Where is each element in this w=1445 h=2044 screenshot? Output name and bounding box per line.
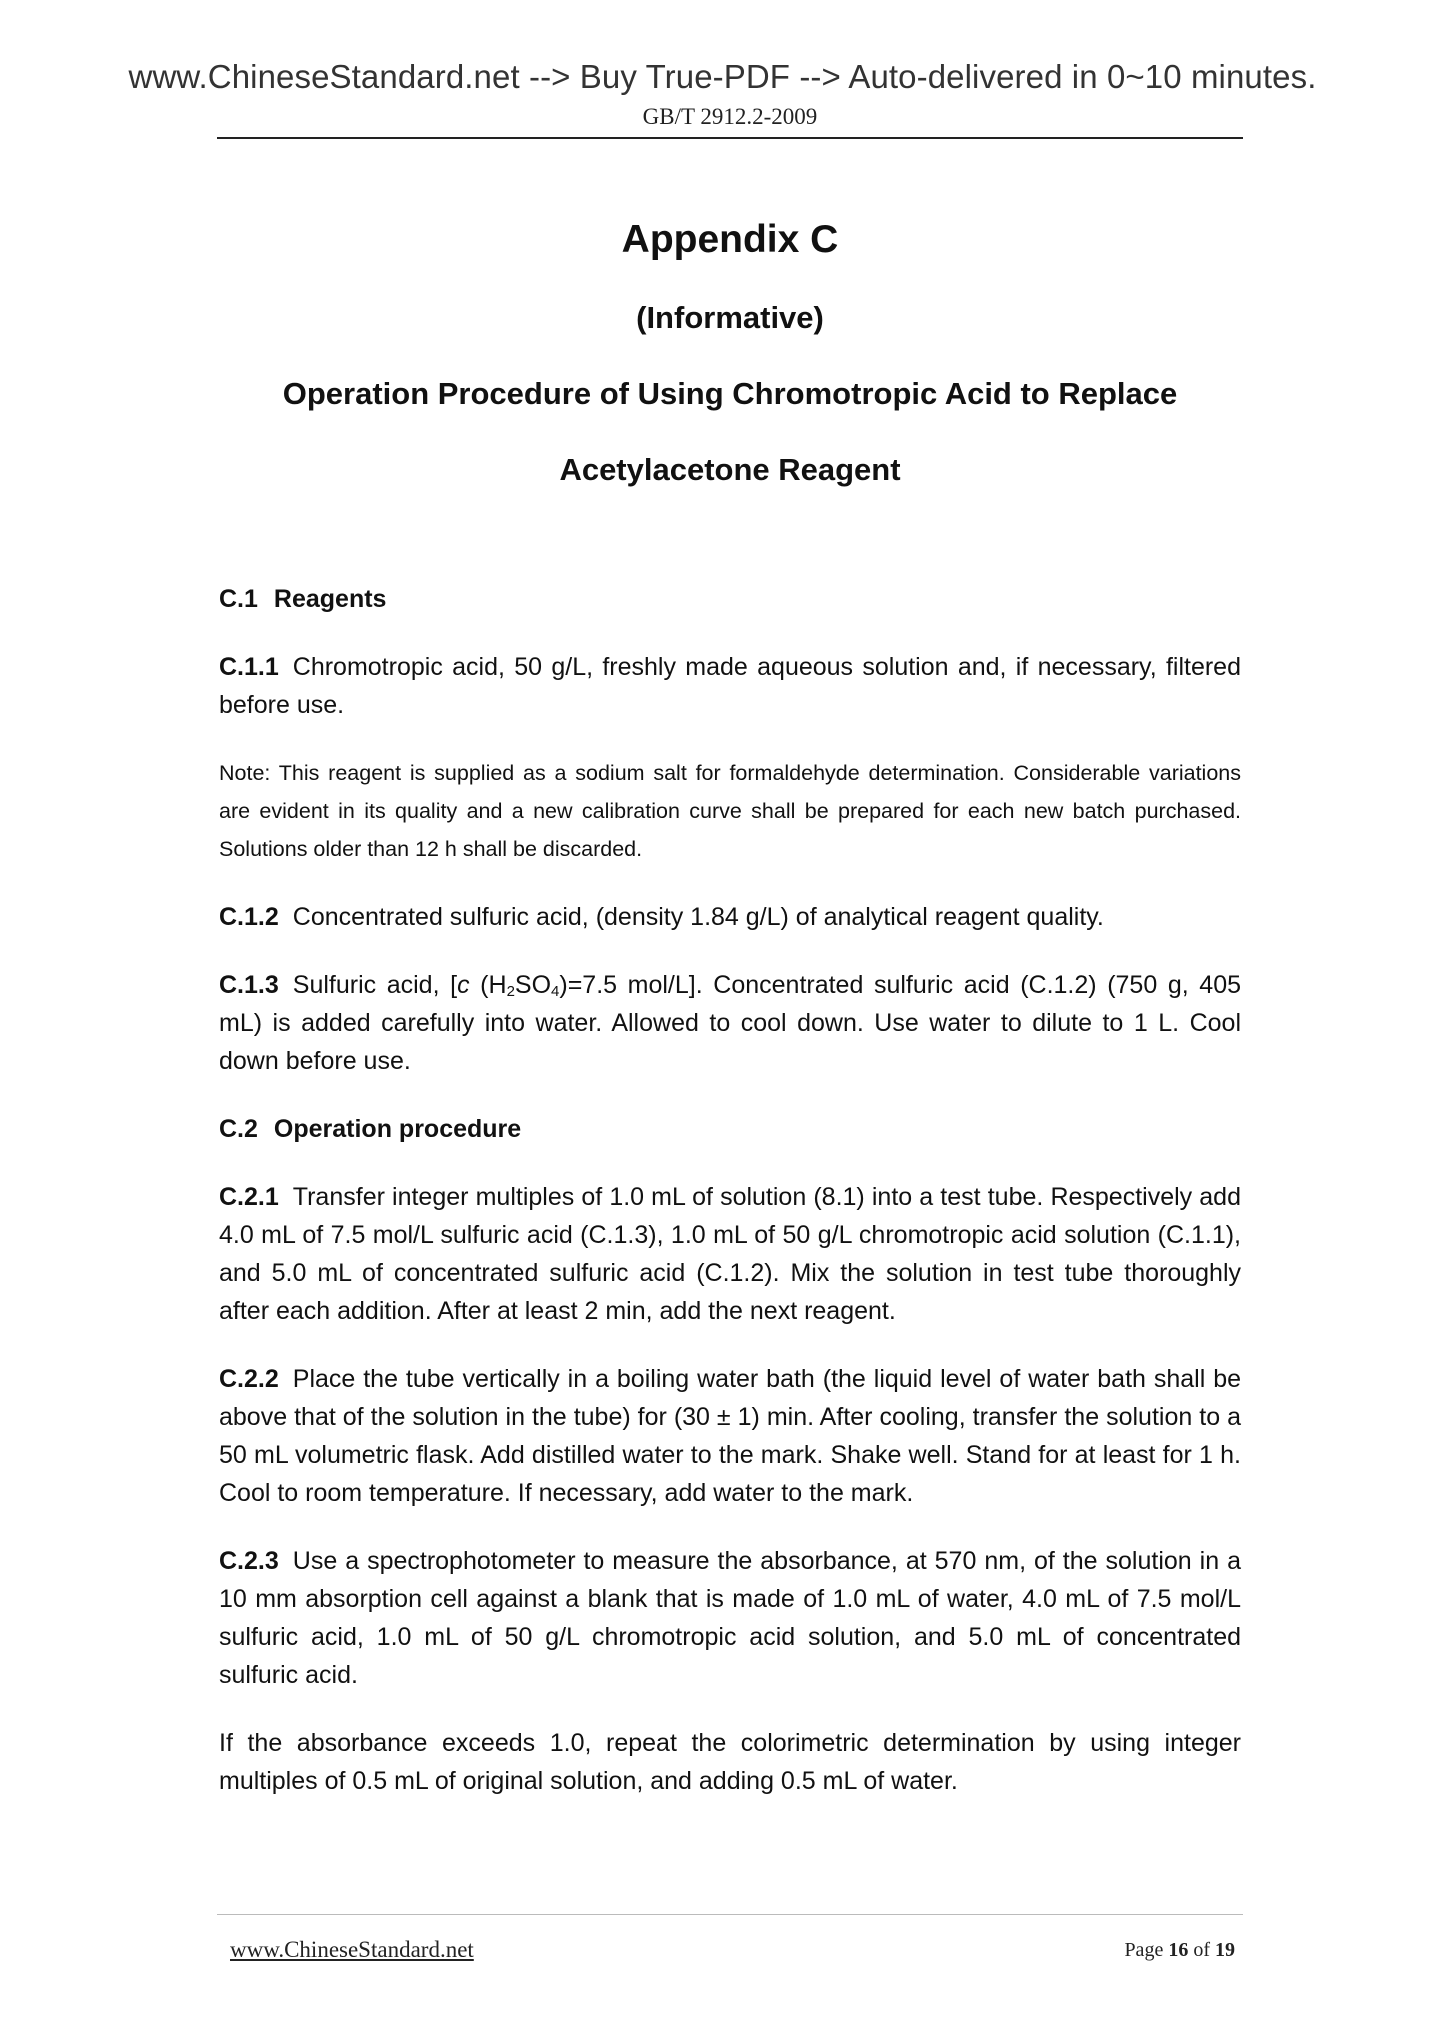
- current-page-number: 16: [1168, 1939, 1189, 1961]
- document-title-line1: Operation Procedure of Using Chromotropic Acid to Replace: [282, 376, 1178, 411]
- section-c1-heading: [219, 580, 1241, 618]
- clause-number: C.2.3: [219, 1547, 279, 1575]
- appendix-title: Appendix C: [621, 218, 839, 261]
- of-label: of: [1193, 1939, 1210, 1961]
- document-title-line2: Acetylacetone Reagent: [559, 452, 901, 487]
- clause-c2-2: [219, 1360, 1241, 1512]
- subscript-4: 4: [551, 983, 560, 1000]
- clause-c2-1: [219, 1178, 1241, 1330]
- page-indicator: [1124, 1939, 1235, 1962]
- header-divider: [217, 137, 1243, 139]
- clause-text-a: Sulfuric acid, [: [292, 971, 458, 999]
- reagent-note: Note: This reagent is supplied as a sodium salt for formaldehyde determination. Considerable variations are evident in its quality and a new calibration curve shall be prepared for each new batch purchased. Solutions older than 12 h shall be discarded.: [219, 761, 1241, 861]
- clause-text-d: )=7.5 mol/L]. Concentrated sulfuric acid (C.1.2) (750 g, 405 mL) is added carefully into water. Allowed to cool down. Use water to dilute to 1 L. Cool down before use.: [219, 971, 1241, 1075]
- appendix-type: (Informative): [636, 300, 824, 335]
- total-pages: 19: [1215, 1939, 1235, 1961]
- clause-text: Place the tube vertically in a boiling water bath (the liquid level of water bath shall be above that of the solution in the tube) for (30 ± 1) min. After cooling, transfer the solution to a 50 mL volumetric flask. Add distilled water to the mark. Shake well. Stand for at least for 1 h. Cool to room temperature. If necessary, add water to the mark.: [219, 1365, 1241, 1507]
- section-heading: Reagents: [273, 585, 387, 613]
- clause-text: Transfer integer multiples of 1.0 mL of solution (8.1) into a test tube. Respectively add 4.0 mL of 7.5 mol/L sulfuric acid (C.1.3), 1.0 mL of 50 g/L chromotropic acid solution (C.1.1), and 5.0 mL of concentrated sulfuric acid (C.1.2). Mix the solution in test tube thoroughly after each addition. After at least 2 min, add the next reagent.: [219, 1183, 1241, 1325]
- clause-number: C.2.2: [219, 1365, 279, 1393]
- footer-divider: [217, 1914, 1243, 1915]
- final-paragraph: If the absorbance exceeds 1.0, repeat the colorimetric determination by using integer multiples of 0.5 mL of original solution, and adding 0.5 mL of water.: [219, 1729, 1241, 1795]
- section-heading: Operation procedure: [273, 1115, 522, 1143]
- clause-c1-1: [219, 648, 1241, 724]
- footer-website-link[interactable]: www.ChineseStandard.net: [230, 1937, 474, 1962]
- page-label: Page: [1124, 1939, 1164, 1961]
- clause-text-c: SO: [514, 971, 552, 999]
- clause-text: Use a spectrophotometer to measure the absorbance, at 570 nm, of the solution in a 10 mm absorption cell against a blank that is made of 1.0 mL of water, 4.0 mL of 7.5 mol/L sulfuric acid, 1.0 mL of 50 g/L chromotropic acid solution, and 5.0 mL of concentrated sulfuric acid.: [219, 1547, 1241, 1689]
- clause-text-b: (H: [469, 971, 507, 999]
- clause-number: C.1.3: [219, 971, 279, 999]
- clause-number: C.1.1: [219, 653, 279, 681]
- section-number: C.2: [219, 1115, 258, 1143]
- clause-number: C.1.2: [219, 903, 279, 931]
- clause-text: Concentrated sulfuric acid, (density 1.84 g/L) of analytical reagent quality.: [292, 903, 1104, 931]
- section-c2-heading: [219, 1110, 1241, 1148]
- clause-number: C.2.1: [219, 1183, 279, 1211]
- clause-c1-2: [219, 898, 1241, 936]
- section-number: C.1: [219, 585, 258, 613]
- header-banner: www.ChineseStandard.net --> Buy True-PDF --> Auto-delivered in 0~10 minutes.: [128, 58, 1317, 95]
- clause-c1-3: [219, 966, 1241, 1080]
- document-body: [219, 580, 1241, 1830]
- concentration-symbol: c: [457, 971, 470, 999]
- clause-c2-3: [219, 1542, 1241, 1694]
- clause-text: Chromotropic acid, 50 g/L, freshly made aqueous solution and, if necessary, filtered before use.: [219, 653, 1241, 719]
- standard-number: GB/T 2912.2-2009: [642, 104, 818, 129]
- subscript-2: 2: [506, 983, 515, 1000]
